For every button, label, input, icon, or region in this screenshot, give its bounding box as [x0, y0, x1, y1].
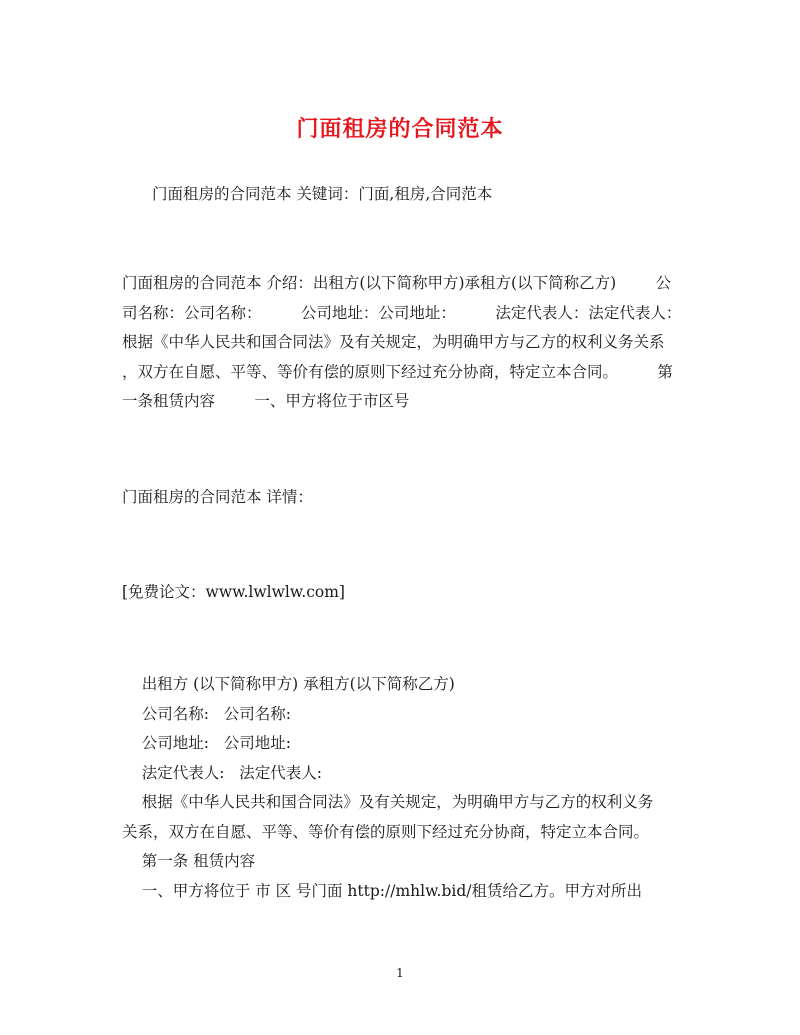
body-line: 出租方 (以下简称甲方) 承租方(以下简称乙方) [122, 675, 455, 693]
body-line: 法定代表人: 法定代表人: [122, 763, 322, 782]
contract-body [122, 670, 682, 906]
document-title: 门面租房的合同范本 [296, 117, 504, 142]
intro-line: 司名称：公司名称： 公司地址：公司地址： 法定代表人：法定代表人： [122, 303, 682, 322]
details-line: 门面租房的合同范本 详情： [122, 488, 313, 506]
intro-line: 门面租房的合同范本 介绍：出租方(以下简称甲方)承租方(以下简称乙方) 公 [122, 274, 672, 292]
intro-paragraph [122, 269, 682, 417]
source-line: [免费论文：www.lwlwlw.com] [122, 583, 345, 601]
intro-line: 根据《中华人民共和国合同法》及有关规定，为明确甲方与乙方的权利义务关系 [122, 333, 665, 351]
keywords-line: 门面租房的合同范本 关键词：门面,租房,合同范本 [152, 185, 493, 203]
page-number: 1 [396, 966, 404, 980]
body-line: 公司地址: 公司地址: [122, 734, 291, 752]
body-line: 根据《中华人民共和国合同法》及有关规定，为明确甲方与乙方的权利义务 [122, 793, 654, 811]
intro-line: 一条租赁内容 一、甲方将位于市区号 [122, 392, 410, 410]
body-line: 关系，双方在自愿、平等、等价有偿的原则下经过充分协商，特定立本合同。 [122, 822, 650, 841]
body-line: 公司名称: 公司名称: [122, 704, 291, 723]
intro-line: ，双方在自愿、平等、等价有偿的原则下经过充分协商，特定立本合同。 第 [122, 362, 673, 381]
body-line: 一、甲方将位于 市 区 号门面 http://mhlw.bid/租赁给乙方。甲方对所出 [122, 881, 642, 900]
body-line: 第一条 租赁内容 [122, 852, 256, 870]
